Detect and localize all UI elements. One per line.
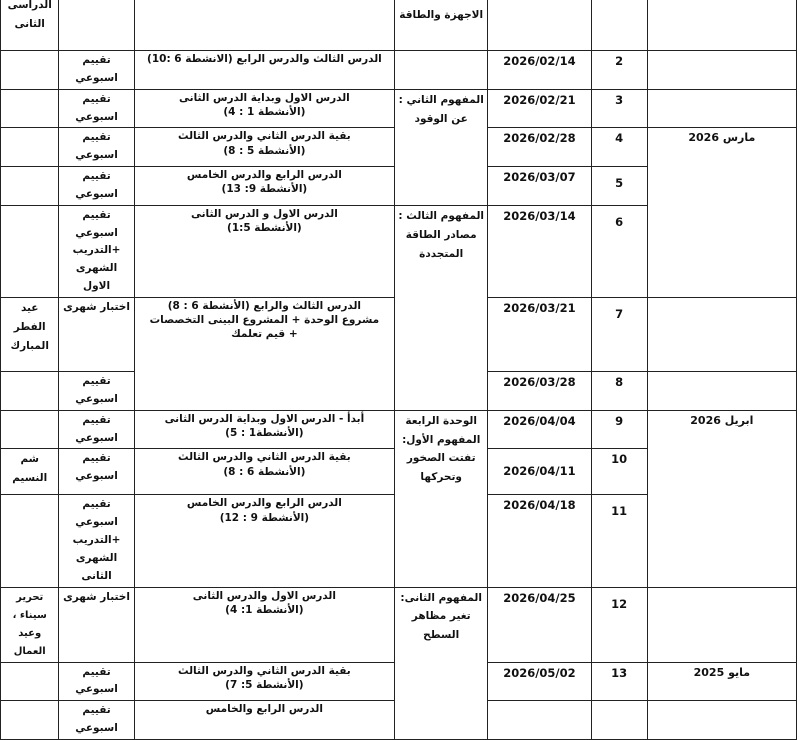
- month-cell: [647, 89, 796, 128]
- lesson-text: أبدأ - الدرس الاول وبداية الدرس الثانى (الأنشطة1 : 5): [164, 412, 365, 439]
- month-cell: [647, 371, 796, 410]
- date-cell: [488, 89, 591, 128]
- lesson-cell: [134, 495, 394, 587]
- notes-cell: [1, 205, 59, 297]
- date-cell: [488, 205, 591, 297]
- date-cell: [488, 371, 591, 410]
- month-label: ابريل 2026: [690, 413, 754, 427]
- lesson-cell: [134, 128, 394, 167]
- lesson-cell: [134, 662, 394, 701]
- week-cell: [591, 167, 647, 206]
- notes-cell: [1, 495, 59, 587]
- date-text: 2026/04/04: [503, 413, 576, 428]
- lesson-cell: [134, 449, 394, 495]
- concept-cell: [395, 205, 488, 410]
- week-number: 10: [611, 452, 628, 467]
- assessment-cell: [59, 371, 134, 410]
- month-cell: [647, 662, 796, 701]
- week-number: 8: [615, 374, 624, 389]
- assessment-text: تقييم اسبوعي: [75, 92, 118, 123]
- date-cell: [488, 495, 591, 587]
- notes-cell: [1, 449, 59, 495]
- concept-cell: [395, 587, 488, 739]
- date-text: 2026/03/14: [503, 208, 576, 223]
- lesson-text: بقية الدرس الثاني والدرس الثالث (الأنشطة 6 : 8): [178, 451, 351, 478]
- month-label: مارس 2026: [688, 131, 756, 145]
- month-cell: [647, 410, 796, 587]
- notes-cell: [1, 587, 59, 662]
- note-text: تحرير سيناء ، وعيد العمال: [12, 591, 47, 657]
- assessment-text: تقييم اسبوعي: [75, 374, 118, 405]
- date-text: 2026/02/28: [503, 131, 576, 146]
- date-text: 2026/02/14: [503, 54, 576, 68]
- assessment-text: تقييم اسبوعي: [75, 704, 118, 735]
- week-cell: [591, 371, 647, 410]
- week-cell: [591, 410, 647, 449]
- assessment-text: اختبار شهرى: [63, 590, 130, 603]
- concept-cell: [395, 51, 488, 90]
- week-cell: [591, 662, 647, 701]
- lesson-text: الدرس الرابع والدرس الخامس (الأنشطة 9 : 12): [186, 497, 342, 524]
- notes-cell: [1, 89, 59, 128]
- week-cell: [591, 128, 647, 167]
- assessment-cell: [59, 205, 134, 297]
- month-cell: [647, 701, 796, 740]
- date-cell: [488, 449, 591, 495]
- lesson-text: بقية الدرس الثاني والدرس الثالث (الأنشطة 5: 7): [178, 664, 351, 691]
- notes-cell: [1, 701, 59, 740]
- date-cell: [488, 410, 591, 449]
- date-cell: [488, 701, 591, 740]
- assessment-text: تقييم اسبوعي: [75, 131, 118, 162]
- notes-cell: [1, 662, 59, 701]
- date-text: 2026/02/21: [503, 92, 576, 107]
- lesson-cell: [134, 410, 394, 449]
- week-number: 2: [615, 54, 624, 68]
- date-text: 2026/03/21: [503, 300, 576, 315]
- table-row: [1, 51, 797, 90]
- week-cell: [591, 205, 647, 297]
- lesson-cell: [134, 297, 394, 410]
- lesson-cell: [134, 167, 394, 206]
- lesson-text: الدرس الاول والدرس الثانى (الأنشطة 1: 4): [192, 589, 336, 616]
- week-number: 12: [611, 596, 628, 611]
- notes-cell: [1, 371, 59, 410]
- week-number: 11: [611, 504, 628, 519]
- date-cell: [488, 662, 591, 701]
- assessment-text: تقييم اسبوعي: [75, 170, 118, 200]
- lesson-cell: [134, 587, 394, 662]
- assessment-text: اختبار شهرى: [63, 300, 130, 313]
- concept-cell: [395, 89, 488, 205]
- week-cell: [591, 297, 647, 371]
- table-row: [1, 410, 797, 449]
- assessment-cell: [59, 89, 134, 128]
- week-number: 7: [615, 306, 624, 321]
- month-label: مايو 2025: [693, 665, 751, 679]
- week-cell: [591, 587, 647, 662]
- notes-cell: [1, 51, 59, 90]
- date-cell: [488, 587, 591, 662]
- notes-cell: [1, 410, 59, 449]
- date-cell: [488, 128, 591, 167]
- concept-text: المفهوم الثانى: تغير مظاهر السطح: [400, 591, 482, 642]
- concept-text: المفهوم الثاني : عن الوقود: [398, 93, 484, 125]
- month-cell: [647, 128, 796, 298]
- week-cell: [591, 0, 647, 51]
- assessment-cell: [59, 701, 134, 740]
- assessment-cell: [59, 449, 134, 495]
- date-cell: [488, 51, 591, 90]
- week-number: 3: [615, 92, 624, 107]
- month-cell: [647, 51, 796, 90]
- assessment-cell: [59, 410, 134, 449]
- date-text: 2026/03/07: [503, 170, 576, 185]
- date-text: 2026/04/11: [503, 464, 576, 479]
- lesson-cell: [134, 0, 394, 51]
- lesson-text: الدرس الثالث والدرس الرابع (الانشطة 6 :10): [147, 53, 382, 65]
- lesson-cell: [134, 51, 394, 90]
- week-number: 6: [615, 214, 624, 229]
- date-cell: [488, 297, 591, 371]
- week-cell: [591, 449, 647, 495]
- concept-cell: [395, 410, 488, 587]
- month-cell: [647, 0, 796, 51]
- week-number: 9: [615, 413, 624, 428]
- date-cell: [488, 167, 591, 206]
- lesson-text: الدرس الثالث والرابع (الأنشطة 6 : 8) مشروع الوحدة + المشروع البينى التخصصات + قيم تعلمك: [149, 299, 380, 341]
- lesson-cell: [134, 205, 394, 297]
- notes-cell: [1, 0, 59, 51]
- week-cell: [591, 51, 647, 90]
- date-text: 2026/04/25: [503, 590, 576, 605]
- lesson-text: الدرس الرابع والخامس: [205, 703, 323, 716]
- assessment-cell: [59, 297, 134, 371]
- assessment-cell: [59, 51, 134, 90]
- note-text: الدراسى الثانى: [7, 0, 52, 30]
- assessment-cell: [59, 587, 134, 662]
- assessment-text: تقييم اسبوعي +التدريب الشهرى الاول: [72, 208, 121, 293]
- assessment-cell: [59, 495, 134, 587]
- concept-cell: [395, 0, 488, 51]
- month-cell: [647, 297, 796, 371]
- notes-cell: [1, 128, 59, 167]
- month-cell: [647, 587, 796, 662]
- concept-text: الوحدة الرابعة المفهوم الأول: تفتت الصخور وتحركها: [402, 414, 481, 484]
- table-row: [1, 89, 797, 128]
- lesson-text: الدرس الاول و الدرس الثانى (الأنشطة 1:5): [190, 207, 338, 234]
- date-text: 2026/03/28: [503, 374, 576, 389]
- assessment-cell: [59, 662, 134, 701]
- note-text: شم النسيم: [12, 453, 48, 485]
- assessment-text: تقييم اسبوعي: [75, 452, 118, 483]
- week-number: 5: [615, 176, 624, 191]
- date-cell: [488, 0, 591, 51]
- week-number: 13: [611, 665, 628, 680]
- notes-cell: [1, 167, 59, 206]
- lesson-text: الدرس الاول وبداية الدرس الثانى (الأنشطة 1 : 4): [179, 91, 350, 118]
- note-text: عيد الفطر المبارك: [10, 301, 49, 352]
- table-row: [1, 587, 797, 662]
- lesson-cell: [134, 701, 394, 740]
- assessment-text: تقييم اسبوعي: [75, 54, 118, 84]
- lesson-text: الدرس الرابع والدرس الخامس (الأنشطة 9: 13): [186, 169, 342, 196]
- date-text: 2026/05/02: [503, 665, 576, 680]
- week-cell: [591, 495, 647, 587]
- week-cell: [591, 701, 647, 740]
- assessment-text: تقييم اسبوعي: [75, 413, 118, 444]
- week-cell: [591, 89, 647, 128]
- date-text: 2026/04/18: [503, 498, 576, 513]
- lesson-cell: [134, 89, 394, 128]
- assessment-cell: [59, 0, 134, 51]
- assessment-text: تقييم اسبوعي +التدريب الشهرى الثانى: [72, 498, 121, 582]
- notes-cell: [1, 297, 59, 371]
- concept-text: الاجهزة والطاقة: [399, 9, 484, 21]
- assessment-cell: [59, 167, 134, 206]
- assessment-cell: [59, 128, 134, 167]
- concept-text: المفهوم الثالث : مصادر الطاقة المتجددة: [398, 209, 485, 260]
- week-number: 4: [615, 131, 624, 146]
- assessment-text: تقييم اسبوعي: [75, 665, 118, 696]
- table-row: [1, 0, 797, 51]
- lesson-text: بقية الدرس الثاني والدرس الثالث (الأنشطة 5 : 8): [178, 130, 351, 157]
